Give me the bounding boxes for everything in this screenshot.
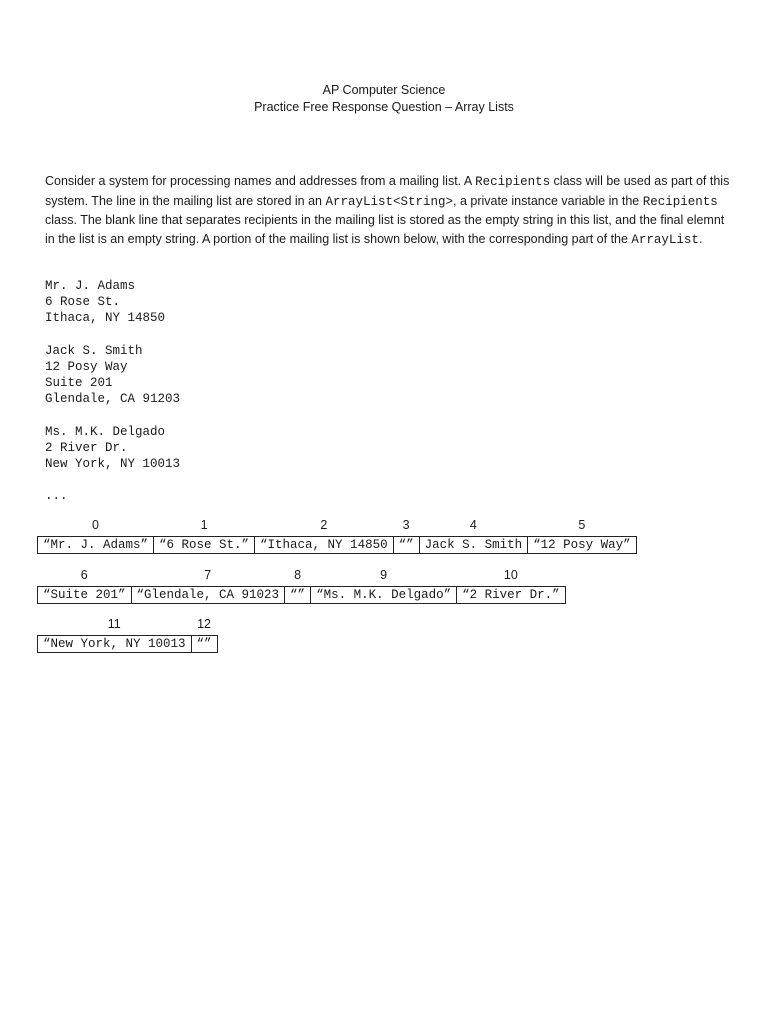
address-line: 2 River Dr. xyxy=(45,440,128,455)
array-value: “6 Rose St.” xyxy=(159,538,250,552)
intro-text-2: class will be used as part of this system. The line in the mailing list are stored in an xyxy=(45,174,730,208)
page-title: AP Computer Science xyxy=(322,83,446,97)
address-block xyxy=(45,343,180,408)
array-value: “Ms. M.K. Delgado” xyxy=(316,588,452,602)
array-index: 12 xyxy=(197,617,211,631)
address-line: 12 Posy Way xyxy=(45,359,128,374)
array-index: 3 xyxy=(402,518,410,532)
intro-text-1: Consider a system for processing names and addresses from a mailing list. A xyxy=(45,174,476,188)
array-index: 11 xyxy=(107,617,121,631)
array-index: 1 xyxy=(200,518,208,532)
address-line: 6 Rose St. xyxy=(45,295,121,310)
address-block xyxy=(45,278,180,327)
array-value: Jack S. Smith xyxy=(424,538,523,552)
address-line: Jack S. Smith xyxy=(45,343,143,358)
code-recipients-1: Recipients xyxy=(475,175,551,189)
code-arraylist: ArrayList xyxy=(631,232,699,247)
code-arraylist-string: ArrayList<String> xyxy=(325,194,453,209)
array-value: “” xyxy=(290,588,306,602)
array-cell xyxy=(419,518,528,554)
array-cell xyxy=(284,568,310,604)
array-index: 8 xyxy=(294,568,302,582)
address-line: Suite 201 xyxy=(45,376,113,391)
address-line: Mr. J. Adams xyxy=(45,279,136,293)
array-cell xyxy=(37,617,191,653)
mailing-list xyxy=(45,278,180,505)
array-cell xyxy=(456,568,566,604)
address-line: Glendale, CA 91203 xyxy=(45,392,181,407)
array-value: “12 Posy Way” xyxy=(533,538,631,552)
array-cell xyxy=(191,617,218,653)
array-index: 7 xyxy=(204,568,212,582)
address-line: Ms. M.K. Delgado xyxy=(45,424,166,439)
array-value: “Glendale, CA 91023 xyxy=(136,588,280,602)
array-index: 0 xyxy=(92,518,99,532)
array-cell xyxy=(131,568,285,604)
page-subtitle: Practice Free Response Question – Array Lists xyxy=(254,100,514,114)
array-index: 10 xyxy=(503,568,518,582)
list-ellipsis: ... xyxy=(45,489,68,504)
array-cell xyxy=(310,568,456,604)
array-cell xyxy=(153,518,254,554)
intro-text-3: , a private instance variable in the xyxy=(453,193,643,208)
array-row-3 xyxy=(37,617,218,653)
array-value: “2 River Dr.” xyxy=(462,588,560,602)
array-cell xyxy=(37,568,131,604)
intro-text-5: . xyxy=(698,231,703,246)
array-cell xyxy=(527,518,637,554)
address-block xyxy=(45,424,180,473)
array-index: 6 xyxy=(80,568,88,582)
array-cell xyxy=(254,518,393,554)
array-index: 5 xyxy=(578,518,586,532)
array-value: “Ithaca, NY 14850 xyxy=(260,538,388,552)
array-value: “” xyxy=(196,637,212,651)
array-row-1 xyxy=(37,518,637,554)
title-block xyxy=(0,82,768,116)
code-recipients-2: Recipients xyxy=(642,194,718,209)
array-value: “Suite 201” xyxy=(43,588,126,602)
intro-text-4: class. The blank line that separates recipients in the mailing list is stored as the empty string in this list, and the final elemnt in the list is an empty string. A portion of the mailing list is shown below, with the corresponding part of the xyxy=(45,213,725,246)
array-value: “Mr. J. Adams” xyxy=(43,538,149,552)
array-cell xyxy=(393,518,419,554)
array-value: “New York, NY 10013 xyxy=(43,637,186,651)
array-value: “” xyxy=(398,538,414,552)
array-row-2 xyxy=(37,568,566,604)
array-index: 9 xyxy=(380,568,388,582)
address-line: New York, NY 10013 xyxy=(45,457,181,472)
intro-paragraph xyxy=(45,172,735,249)
address-line: Ithaca, NY 14850 xyxy=(45,311,166,326)
array-index: 4 xyxy=(469,518,477,532)
array-cell xyxy=(37,518,153,554)
problem-description xyxy=(45,172,735,249)
array-index: 2 xyxy=(320,518,328,532)
